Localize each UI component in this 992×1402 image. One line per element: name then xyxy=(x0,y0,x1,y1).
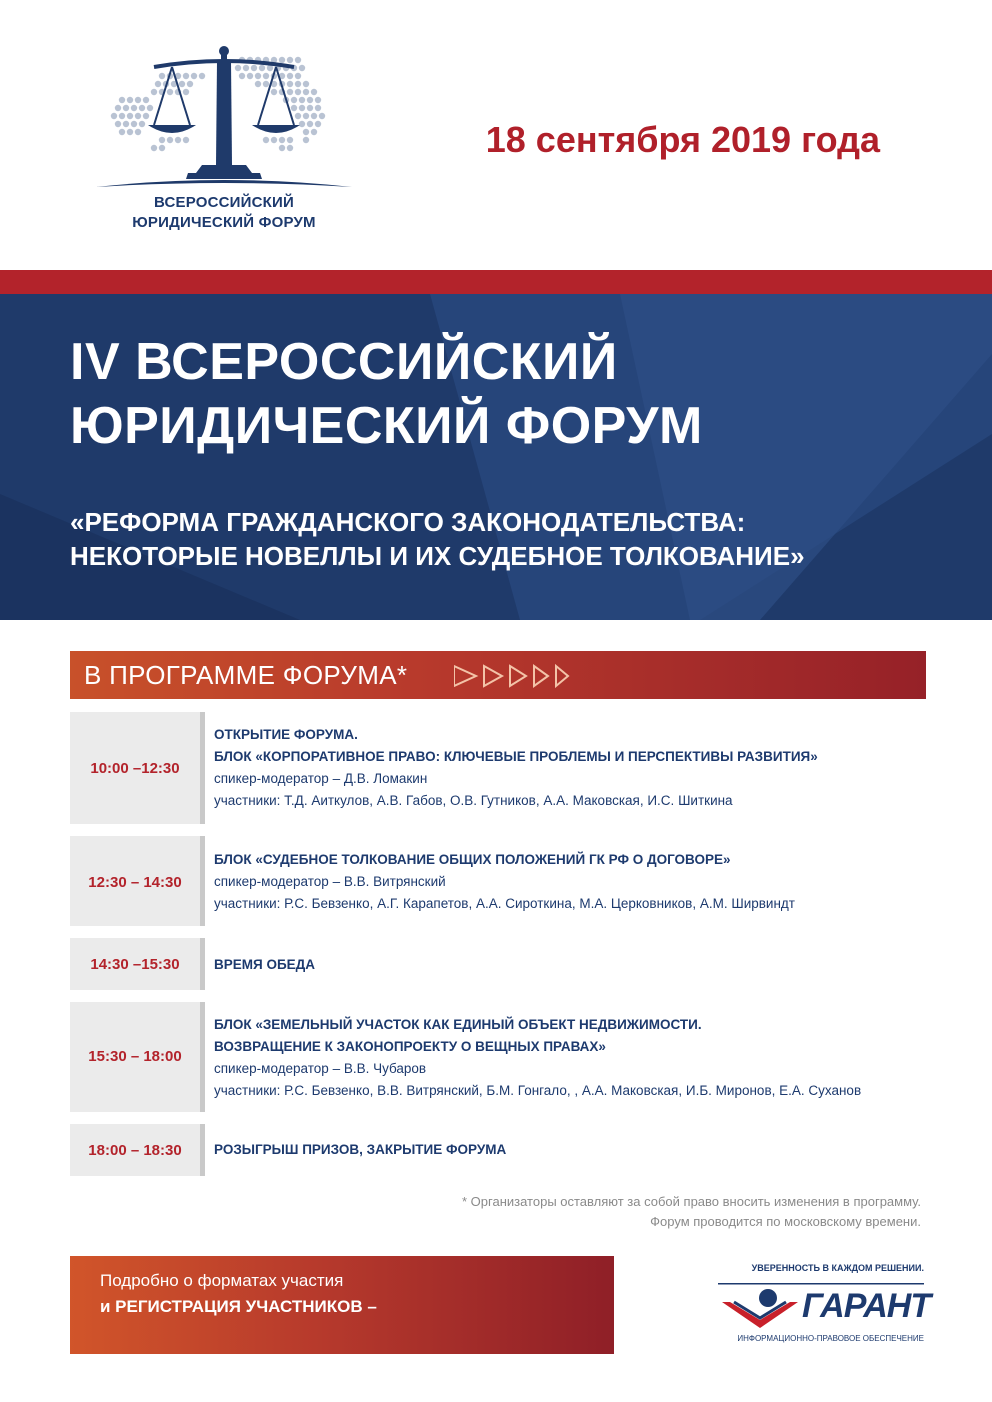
registration-line-2: и РЕГИСТРАЦИЯ УЧАСТНИКОВ – xyxy=(100,1297,377,1316)
garant-subtitle: ИНФОРМАЦИОННО-ПРАВОВОЕ ОБЕСПЕЧЕНИЕ xyxy=(737,1334,924,1343)
row-moderator: спикер-модератор – Д.В. Ломакин xyxy=(214,771,428,786)
row-time: 15:30 – 18:00 xyxy=(88,1048,182,1065)
row-content xyxy=(214,724,924,812)
footnote-line-1: * Организаторы оставляют за собой право вносить изменения в программу. xyxy=(462,1194,921,1209)
hero-subtitle xyxy=(70,505,970,573)
hero-title-line-2: ЮРИДИЧЕСКИЙ ФОРУМ xyxy=(70,397,703,455)
row-time: 18:00 – 18:30 xyxy=(88,1142,182,1159)
forum-logo xyxy=(92,45,356,235)
row-divider xyxy=(200,1124,205,1176)
program-row xyxy=(70,1124,926,1176)
row-title-line-1: БЛОК «СУДЕБНОЕ ТОЛКОВАНИЕ ОБЩИХ ПОЛОЖЕНИЙ ГК РФ О ДОГОВОРЕ» xyxy=(214,852,731,867)
row-time: 10:00 –12:30 xyxy=(90,760,180,777)
program-row xyxy=(70,938,926,990)
row-moderator: спикер-модератор – В.В. Витрянский xyxy=(214,874,446,889)
footnote-line-2: Форум проводится по московскому времени. xyxy=(650,1214,921,1229)
logo-line-2: ЮРИДИЧЕСКИЙ ФОРУМ xyxy=(132,214,316,231)
row-title-line-2: ВОЗВРАЩЕНИЕ К ЗАКОНОПРОЕКТУ О ВЕЩНЫХ ПРАВАХ» xyxy=(214,1039,606,1054)
program-row xyxy=(70,836,926,926)
logo-line-1: ВСЕРОССИЙСКИЙ xyxy=(154,194,294,211)
program-header xyxy=(70,651,926,699)
footnote xyxy=(380,1192,921,1232)
row-title-line-1: РОЗЫГРЫШ ПРИЗОВ, ЗАКРЫТИЕ ФОРУМА xyxy=(214,1142,507,1157)
row-divider xyxy=(200,836,205,926)
hero-title xyxy=(70,330,950,458)
hero-subtitle-line-2: НЕКОТОРЫЕ НОВЕЛЛЫ И ИХ СУДЕБНОЕ ТОЛКОВАНИЕ» xyxy=(70,541,805,571)
event-date: 18 сентября 2019 года xyxy=(485,119,880,160)
scales-of-justice-icon xyxy=(92,45,356,195)
row-content xyxy=(214,1014,924,1102)
row-participants: участники: Т.Д. Аиткулов, А.В. Габов, О.В. Гутников, А.А. Маковская, И.С. Шиткина xyxy=(214,793,733,808)
row-time: 14:30 –15:30 xyxy=(90,956,180,973)
program-row xyxy=(70,712,926,824)
row-divider xyxy=(200,712,205,824)
program-header-label: В ПРОГРАММЕ ФОРУМА* xyxy=(84,660,408,690)
row-content xyxy=(214,1139,924,1161)
registration-line-1: Подробно о форматах участия xyxy=(100,1271,344,1290)
garant-name: ГАРАНТ xyxy=(802,1287,931,1325)
program-row xyxy=(70,1002,926,1112)
garant-tagline: УВЕРЕННОСТЬ В КАЖДОМ РЕШЕНИИ. xyxy=(751,1263,924,1273)
row-content xyxy=(214,849,924,915)
row-title-line-1: ВРЕМЯ ОБЕДА xyxy=(214,957,316,972)
row-participants: участники: Р.С. Бевзенко, В.В. Витрянский, Б.М. Гонгало, , А.А. Маковская, И.Б. Миронов, Е.А. Суханов xyxy=(214,1083,862,1098)
row-title-line-1: БЛОК «ЗЕМЕЛЬНЫЙ УЧАСТОК КАК ЕДИНЫЙ ОБЪЕКТ НЕДВИЖИМОСТИ. xyxy=(214,1017,702,1032)
row-title-line-2: БЛОК «КОРПОРАТИВНОЕ ПРАВО: КЛЮЧЕВЫЕ ПРОБЛЕМЫ И ПЕРСПЕКТИВЫ РАЗВИТИЯ» xyxy=(214,749,818,764)
row-title-line-1: ОТКРЫТИЕ ФОРУМА. xyxy=(214,727,358,742)
hero-title-line-1: IV ВСЕРОССИЙСКИЙ xyxy=(70,333,618,391)
chevrons-right-icon xyxy=(454,664,624,688)
hero-subtitle-line-1: «РЕФОРМА ГРАЖДАНСКОГО ЗАКОНОДАТЕЛЬСТВА: xyxy=(70,507,746,537)
row-divider xyxy=(200,1002,205,1112)
row-divider xyxy=(200,938,205,990)
hero-top-stripe xyxy=(0,270,992,294)
garant-logo xyxy=(718,1262,931,1348)
row-time: 12:30 – 14:30 xyxy=(88,874,182,891)
garant-logo-icon xyxy=(720,1288,800,1332)
row-content xyxy=(214,954,924,976)
registration-banner[interactable] xyxy=(70,1256,614,1354)
row-moderator: спикер-модератор – В.В. Чубаров xyxy=(214,1061,427,1076)
row-participants: участники: Р.С. Бевзенко, А.Г. Карапетов, А.А. Сироткина, М.А. Церковников, А.М. Ширвиндт xyxy=(214,896,795,911)
